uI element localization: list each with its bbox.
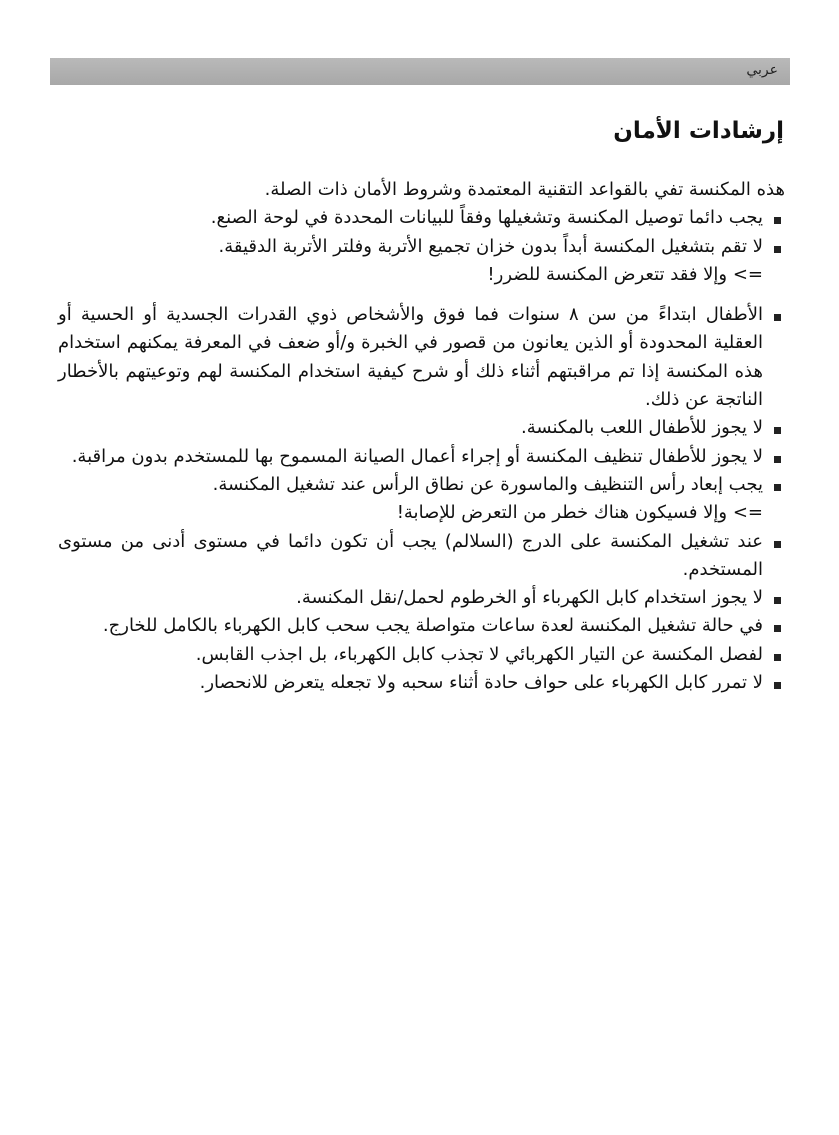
intro-text: هذه المكنسة تفي بالقواعد التقنية المعتمدة وشروط الأمان ذات الصلة. xyxy=(264,179,785,200)
list-item xyxy=(58,443,785,471)
list-item xyxy=(58,528,785,585)
item-text: لا تمرر كابل الكهرباء على حواف حادة أثناء سحبه ولا تجعله يتعرض للانحصار. xyxy=(199,672,763,694)
item-text: عند تشغيل المكنسة على الدرج (السلالم) يجب أن تكون دائما في مستوى أدنى من مستوى المستخدم. xyxy=(58,530,763,580)
list-item xyxy=(58,301,785,414)
list-item xyxy=(58,612,785,640)
section-title: إرشادات الأمان xyxy=(613,118,784,144)
list-item xyxy=(58,414,785,442)
item-text: لا تقم بتشغيل المكنسة أبداً بدون خزان تجميع الأتربة وفلتر الأتربة الدقيقة. xyxy=(218,235,763,257)
list-item xyxy=(58,233,785,290)
item-warning: => وإلا فسيكون هناك خطر من التعرض للإصابة! xyxy=(396,502,763,524)
item-text: الأطفال ابتداءً من سن ٨ سنوات فما فوق والأشخاص ذوي القدرات الجسدية أو الحسية أو العقلية المحدودة أو الذين يعانون من قصور في الخبرة و/أو ضعف في المعرفة يمكنهم استخدام هذه المكنسة إذا تم مراقبتهم أثناء ذلك أو شرح كيفية استخدام المكنسة لهم وتوعيتهم بالأخطار الناتجة عن ذلك. xyxy=(58,304,763,411)
item-warning: => وإلا فقد تتعرض المكنسة للضرر! xyxy=(487,263,763,285)
item-text: يجب دائما توصيل المكنسة وتشغيلها وفقاً للبيانات المحددة في لوحة الصنع. xyxy=(210,207,763,229)
language-label: عربي xyxy=(746,62,778,78)
item-text: لا يجوز للأطفال اللعب بالمكنسة. xyxy=(521,417,763,439)
list-item xyxy=(58,669,785,697)
list-item xyxy=(58,471,785,528)
item-text: لا يجوز استخدام كابل الكهرباء أو الخرطوم لحمل/نقل المكنسة. xyxy=(296,587,763,609)
list-item xyxy=(58,641,785,669)
language-header-bar xyxy=(50,58,790,85)
list-item xyxy=(58,584,785,612)
item-text: في حالة تشغيل المكنسة لعدة ساعات متواصلة يجب سحب كابل الكهرباء بالكامل للخارج. xyxy=(102,615,763,637)
safety-content xyxy=(58,176,785,697)
safety-list xyxy=(58,204,785,697)
item-text: لا يجوز للأطفال تنظيف المكنسة أو إجراء أعمال الصيانة المسموح بها للمستخدم بدون مراقبة. xyxy=(71,445,763,467)
item-text: يجب إبعاد رأس التنظيف والماسورة عن نطاق الرأس عند تشغيل المكنسة. xyxy=(212,473,763,495)
item-text: لفصل المكنسة عن التيار الكهربائي لا تجذب كابل الكهرباء، بل اجذب القابس. xyxy=(195,643,763,665)
list-item xyxy=(58,204,785,232)
